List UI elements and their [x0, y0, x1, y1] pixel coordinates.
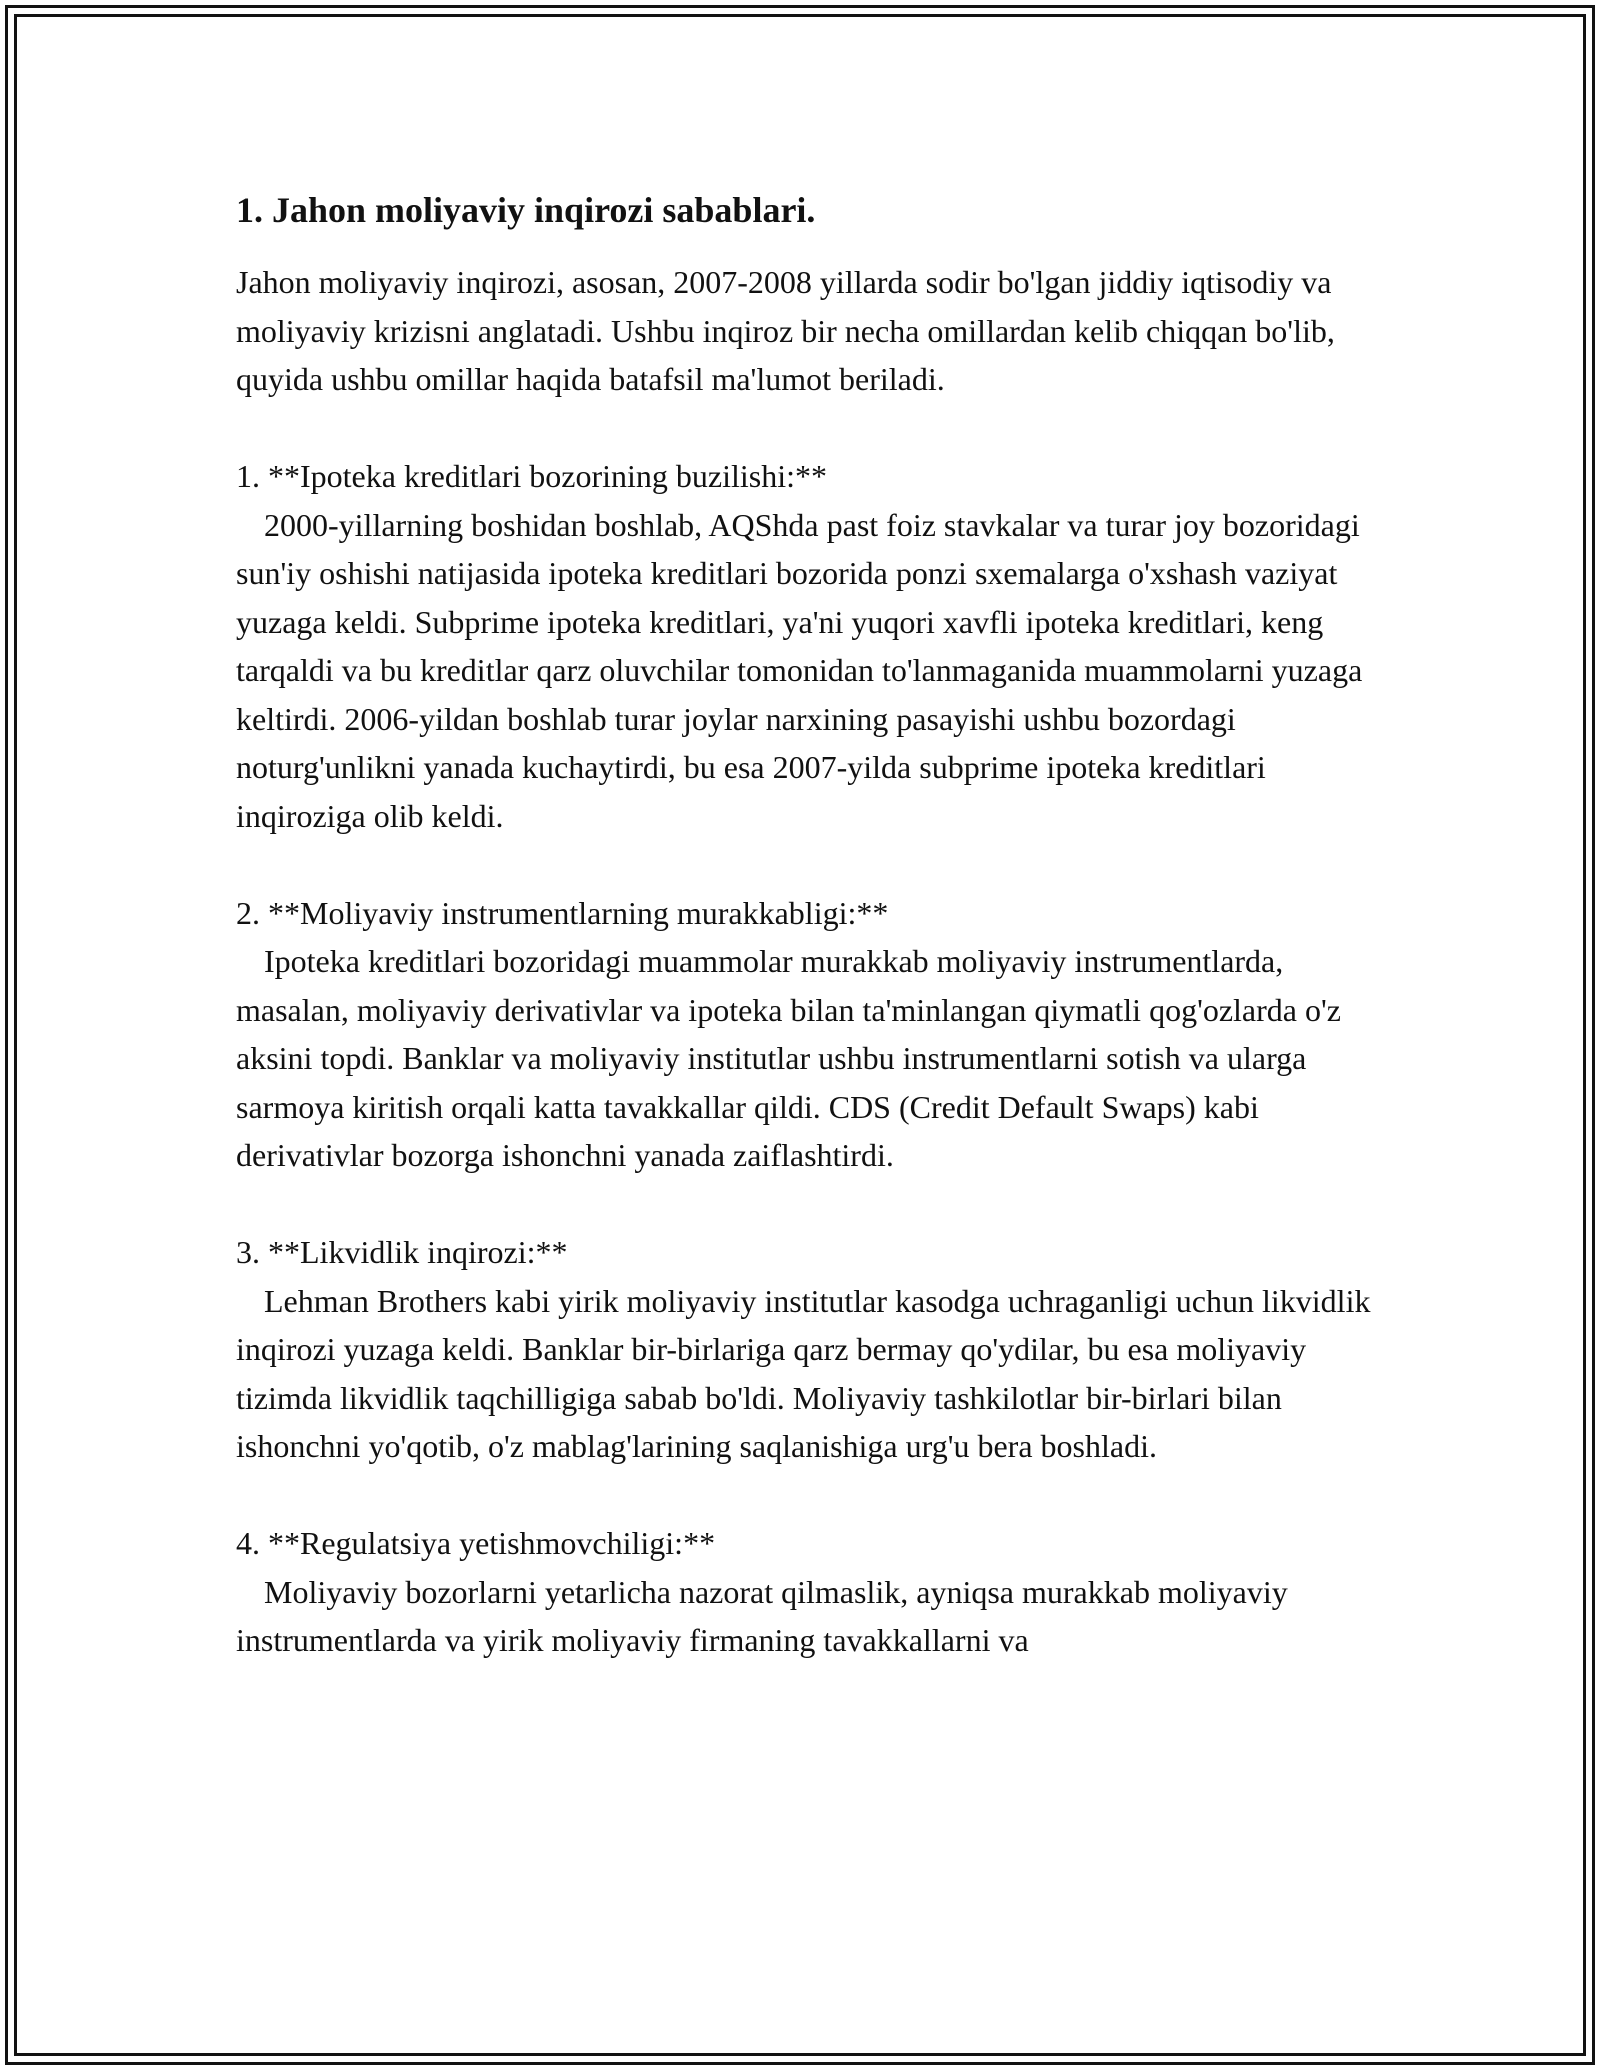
paragraph-spacer	[236, 404, 1386, 453]
intro-paragraph: Jahon moliyaviy inqirozi, asosan, 2007-2008 yillarda sodir bo'lgan jiddiy iqtisodiy va moliyaviy krizisni anglatadi. Ushbu inqiroz bir necha omillardan kelib chiqqan bo'lib, quyida ushbu omillar haqida batafsil ma'lumot beriladi.	[236, 264, 1343, 397]
paragraph-spacer	[236, 1180, 1386, 1229]
document-body	[236, 188, 1386, 1665]
list-item-body: 2000-yillarning boshidan boshlab, AQShda past foiz stavkalar va turar joy bozoridagi sun'iy oshishi natijasida ipoteka kreditlari bozorida ponzi sxemalarga o'xshash vaziyat yuzaga keldi. Subprime ipoteka kreditlari, ya'ni yuqori xavfli ipoteka kreditlari, keng tarqaldi va bu kreditlar qarz oluvchilar tomonidan to'lanmaganida muammolarni yuzaga keltirdi. 2006-yildan boshlab turar joylar narxining pasayishi ushbu bozordagi noturg'unlikni yanada kuchaytirdi, bu esa 2007-yilda subprime ipoteka kreditlari inqiroziga olib keldi.	[236, 506, 1363, 834]
list-item-body: Ipoteka kreditlari bozoridagi muammolar murakkab moliyaviy instrumentlarda, masalan, moliyaviy derivativlar va ipoteka bilan ta'minlangan qiymatli qog'ozlarda o'z aksini topdi. Banklar va moliyaviy institutlar ushbu instrumentlarni sotish va ularga sarmoya kiritish orqali katta tavakkallar qildi. CDS (Credit Default Swaps) kabi derivativlar bozorga ishonchni yanada zaiflashtirdi.	[236, 943, 1341, 1173]
paragraph-spacer	[236, 840, 1386, 889]
list-item	[236, 1519, 1386, 1665]
list-item-body: Lehman Brothers kabi yirik moliyaviy institutlar kasodga uchraganligi uchun likvidlik inqirozi yuzaga keldi. Banklar bir-birlariga qarz bermay qo'ydilar, bu esa moliyaviy tizimda likvidlik taqchilligiga sabab bo'ldi. Moliyaviy tashkilotlar bir-birlari bilan ishonchni yo'qotib, o'z mablag'larining saqlanishiga urg'u bera boshladi.	[236, 1282, 1371, 1464]
list-item-body: Moliyaviy bozorlarni yetarlicha nazorat qilmaslik, ayniqsa murakkab moliyaviy instrumentlarda va yirik moliyaviy firmaning tavakkallarni va	[236, 1573, 1288, 1658]
document-title: 1. Jahon moliyaviy inqirozi sabablari.	[236, 190, 816, 230]
list-item	[236, 889, 1386, 1180]
list-item-heading: 4. **Regulatsiya yetishmovchiligi:**	[236, 1525, 716, 1561]
list-item-heading: 2. **Moliyaviy instrumentlarning murakkabligi:**	[236, 894, 889, 931]
list-item-heading: 1. **Ipoteka kreditlari bozorining buzilishi:**	[236, 458, 827, 494]
list-item	[236, 452, 1386, 840]
list-item	[236, 1228, 1386, 1471]
paragraph-spacer	[236, 1471, 1386, 1520]
list-item-heading: 3. **Likvidlik inqirozi:**	[236, 1234, 568, 1270]
